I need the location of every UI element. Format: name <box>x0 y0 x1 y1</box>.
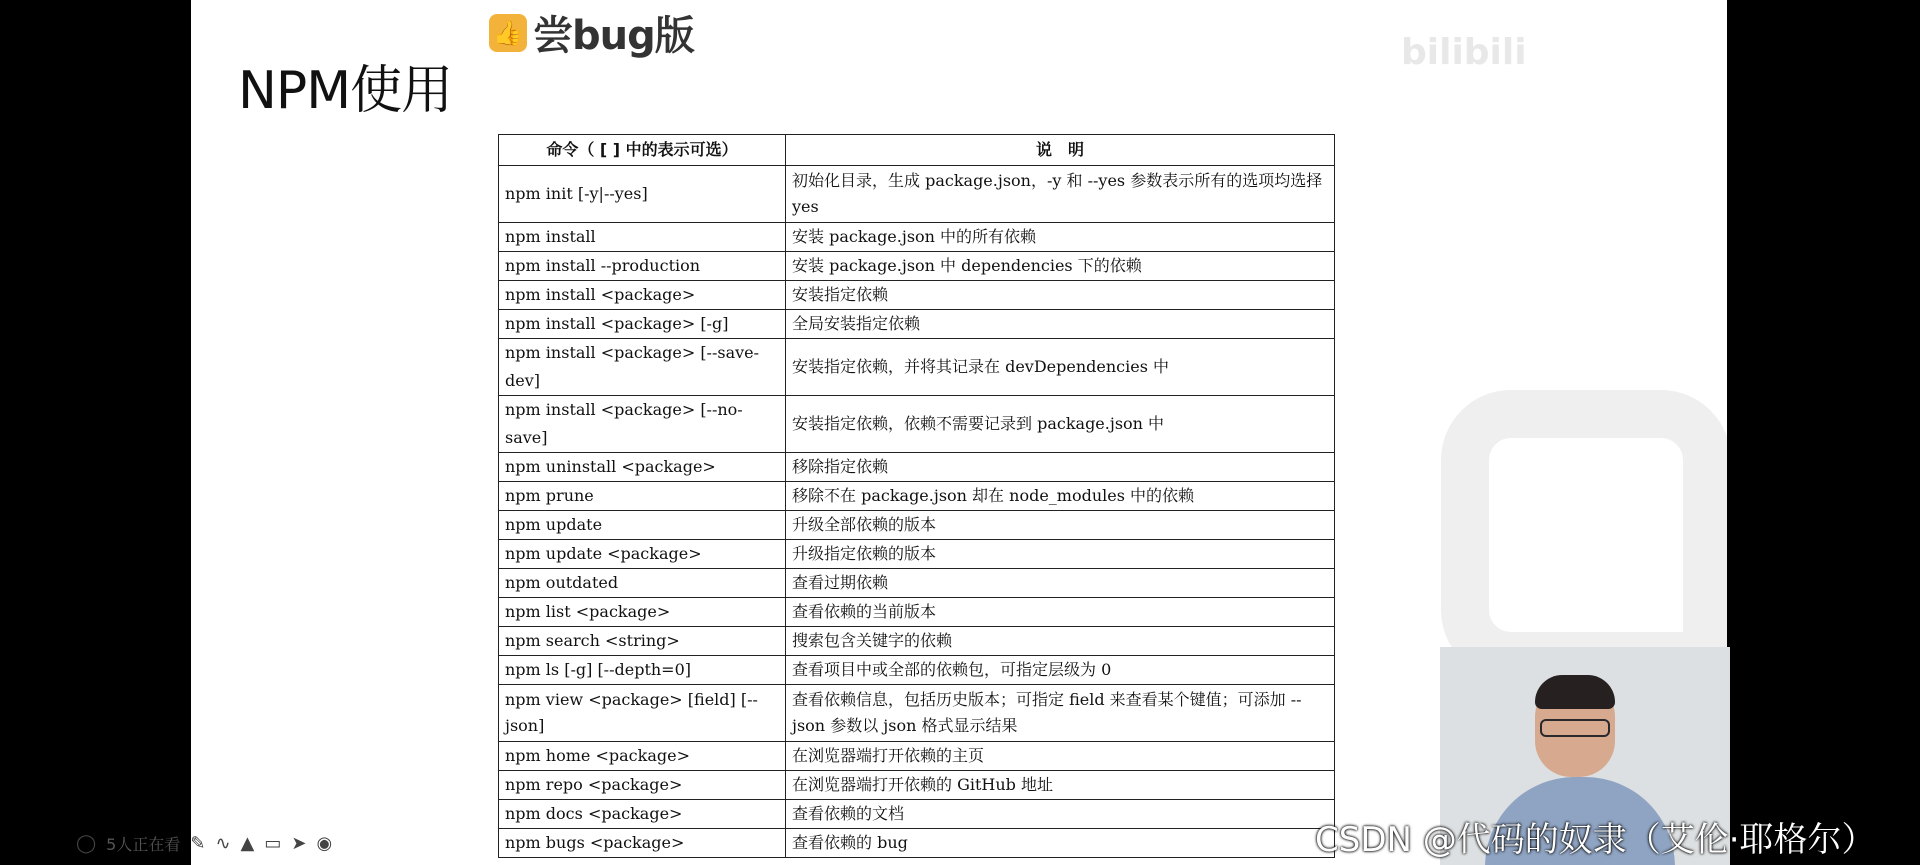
description-cell: 查看依赖的当前版本 <box>786 598 1335 627</box>
table-row <box>499 685 1335 742</box>
command-cell: npm ls [-g] [--depth=0] <box>499 656 786 685</box>
table-row <box>499 252 1335 281</box>
description-cell: 查看依赖的 bug <box>786 829 1335 858</box>
table-row <box>499 829 1335 858</box>
slide-title: NPM使用 <box>238 61 453 121</box>
description-cell: 安装 package.json 中的所有依赖 <box>786 223 1335 252</box>
description-cell: 查看项目中或全部的依赖包，可指定层级为 0 <box>786 656 1335 685</box>
eraser-icon[interactable]: ▭ <box>264 833 282 854</box>
presenter-glasses <box>1540 719 1610 737</box>
command-cell: npm search <string> <box>499 627 786 656</box>
table-row <box>499 223 1335 252</box>
table-row <box>499 598 1335 627</box>
csdn-watermark: CSDN @代码的奴隶（艾伦·耶格尔） <box>1315 820 1876 860</box>
description-cell: 初始化目录，生成 package.json，-y 和 --yes 参数表示所有的选项均选择 yes <box>786 166 1335 223</box>
command-cell: npm prune <box>499 482 786 511</box>
table-header-row <box>499 135 1335 166</box>
command-cell: npm uninstall <package> <box>499 453 786 482</box>
annotation-toolbar <box>76 832 332 855</box>
viewer-count: 5人正在看 <box>106 835 181 854</box>
curve-icon[interactable]: ∿ <box>215 833 231 854</box>
bilibili-logo: bilibili <box>1401 32 1527 73</box>
viewers-icon: ◯ <box>76 833 97 854</box>
description-cell: 升级全部依赖的版本 <box>786 511 1335 540</box>
table-row <box>499 656 1335 685</box>
table-row <box>499 482 1335 511</box>
table-row <box>499 540 1335 569</box>
npm-command-table <box>498 134 1335 858</box>
table-row <box>499 281 1335 310</box>
command-cell: npm install <package> [--no-save] <box>499 396 786 453</box>
command-cell: npm list <package> <box>499 598 786 627</box>
command-cell: npm init [-y|--yes] <box>499 166 786 223</box>
table-row <box>499 511 1335 540</box>
description-cell: 查看依赖的文档 <box>786 800 1335 829</box>
command-cell: npm view <package> [field] [--json] <box>499 685 786 742</box>
command-cell: npm bugs <package> <box>499 829 786 858</box>
table-row <box>499 800 1335 829</box>
table-row <box>499 310 1335 339</box>
table-row <box>499 453 1335 482</box>
description-cell: 搜索包含关键字的依赖 <box>786 627 1335 656</box>
pointer-icon[interactable]: ➤ <box>291 833 307 854</box>
command-cell: npm update <box>499 511 786 540</box>
table-row <box>499 627 1335 656</box>
command-cell: npm home <package> <box>499 742 786 771</box>
table-row <box>499 771 1335 800</box>
description-cell: 安装指定依赖，依赖不需要记录到 package.json 中 <box>786 396 1335 453</box>
description-cell: 移除指定依赖 <box>786 453 1335 482</box>
description-cell: 全局安装指定依赖 <box>786 310 1335 339</box>
table-row <box>499 166 1335 223</box>
header-description: 说 明 <box>786 135 1335 166</box>
command-cell: npm docs <package> <box>499 800 786 829</box>
header-command: 命令（ [ ] 中的表示可选） <box>499 135 786 166</box>
table-row <box>499 569 1335 598</box>
command-cell: npm repo <package> <box>499 771 786 800</box>
description-cell: 在浏览器端打开依赖的 GitHub 地址 <box>786 771 1335 800</box>
description-cell: 查看依赖信息，包括历史版本；可指定 field 来查看某个键值；可添加 --json 参数以 json 格式显示结果 <box>786 685 1335 742</box>
description-cell: 安装指定依赖，并将其记录在 devDependencies 中 <box>786 339 1335 396</box>
watermark-shape <box>1441 390 1727 680</box>
presenter-hair <box>1535 675 1615 709</box>
description-cell: 查看过期依赖 <box>786 569 1335 598</box>
description-cell: 升级指定依赖的版本 <box>786 540 1335 569</box>
thumbs-up-icon: 👍 <box>489 14 527 52</box>
record-icon[interactable]: ◉ <box>316 833 333 854</box>
description-cell: 移除不在 package.json 却在 node_modules 中的依赖 <box>786 482 1335 511</box>
table-row <box>499 396 1335 453</box>
table-row <box>499 742 1335 771</box>
command-cell: npm install --production <box>499 252 786 281</box>
table-row <box>499 339 1335 396</box>
description-cell: 安装指定依赖 <box>786 281 1335 310</box>
command-cell: npm install <package> [-g] <box>499 310 786 339</box>
command-cell: npm outdated <box>499 569 786 598</box>
description-cell: 在浏览器端打开依赖的主页 <box>786 742 1335 771</box>
command-cell: npm install <package> [--save-dev] <box>499 339 786 396</box>
highlighter-icon[interactable]: ▲ <box>240 833 255 854</box>
pen-icon[interactable]: ✎ <box>190 833 206 854</box>
description-cell: 安装 package.json 中 dependencies 下的依赖 <box>786 252 1335 281</box>
command-cell: npm install <box>499 223 786 252</box>
badge <box>489 4 694 61</box>
command-cell: npm update <package> <box>499 540 786 569</box>
command-cell: npm install <package> <box>499 281 786 310</box>
badge-text: 尝bug版 <box>533 13 694 59</box>
